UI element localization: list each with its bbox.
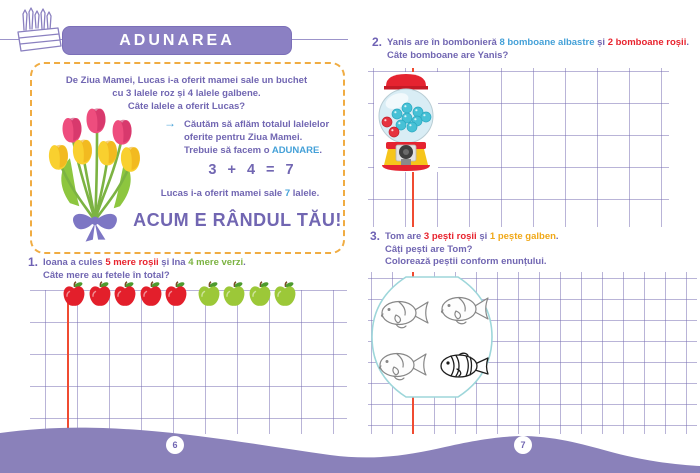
ex3-text-post: . xyxy=(555,231,559,242)
exercise-3 xyxy=(370,228,692,269)
result-post: lalele. xyxy=(290,188,320,199)
explain-line3-pre: Trebuie să facem o xyxy=(184,145,272,156)
ex1-text-post: . xyxy=(243,257,246,268)
blue-candy xyxy=(421,112,431,122)
exercise-2-number: 2. xyxy=(372,34,383,49)
green-apple-icon xyxy=(273,281,297,308)
pink-tulip xyxy=(86,108,105,133)
ex2-text-mid: și xyxy=(594,37,608,48)
ex2-question: Câte bomboane are Yanis? xyxy=(387,49,509,61)
ex1-text-pre: Ioana a cules xyxy=(43,257,106,268)
red-apple-icon xyxy=(62,281,86,308)
ex1-red-apples-text: 5 mere roșii xyxy=(105,257,159,268)
ex3-text-pre: Tom are xyxy=(385,231,424,242)
apples-row xyxy=(62,281,297,308)
green-apple-icon xyxy=(197,281,221,308)
red-apple-icon xyxy=(139,281,163,308)
ex3-red-fish-text: 3 pești roșii xyxy=(423,231,477,242)
blue-candy xyxy=(402,103,412,113)
plus-sign: + xyxy=(227,162,236,178)
result-number: 7 xyxy=(284,188,291,199)
tulip-flowers xyxy=(49,108,140,171)
yellow-tulip xyxy=(98,141,117,166)
explain-line2: oferite pentru Ziua Mamei. xyxy=(184,132,303,143)
keyword-adunare: ADUNARE xyxy=(271,145,320,156)
exercise-1 xyxy=(28,254,340,282)
ribbon-bow xyxy=(73,214,117,242)
equals-sign: = xyxy=(266,162,275,178)
pencil-box-icon xyxy=(10,4,66,56)
ex2-blue-candies-text: 8 bomboane albastre xyxy=(499,37,595,48)
ex1-text-mid: și Ina xyxy=(158,257,189,268)
red-candy xyxy=(382,117,392,127)
yellow-tulip xyxy=(121,147,140,172)
ex1-green-apples-text: 4 mere verzi xyxy=(188,257,244,268)
exercise-1-number: 1. xyxy=(28,254,39,269)
call-to-action: ACUM E RÂNDUL TĂU! xyxy=(133,210,342,230)
ex3-instruction: Colorează peștii conform enunțului. xyxy=(385,256,547,267)
intro-line3: Câte lalele a oferit Lucas? xyxy=(127,101,246,112)
explanation-text xyxy=(166,118,350,157)
red-apple-icon xyxy=(88,281,112,308)
red-apple-icon xyxy=(113,281,137,308)
explain-line1: Căutăm să aflăm totalul lalelelor xyxy=(184,119,330,130)
ex3-yellow-fish-text: 1 pește galben xyxy=(489,231,556,242)
blue-candy xyxy=(392,109,402,119)
footer-wave xyxy=(0,403,700,473)
page-number-badge-left: 6 xyxy=(166,436,184,454)
ex1-question: Câte mere au fetele în total? xyxy=(43,269,170,281)
green-apple-icon xyxy=(248,281,272,308)
intro-box xyxy=(30,62,345,254)
explain-line3-post: . xyxy=(319,145,322,156)
result-pre: Lucas i-a oferit mamei sale xyxy=(160,188,285,199)
intro-line1: De Ziua Mamei, Lucas i-a oferit mamei sale un buchet xyxy=(65,75,308,86)
exercise-3-number: 3. xyxy=(370,228,381,243)
pink-tulip xyxy=(63,118,82,143)
fish-bowl-illustration xyxy=(366,271,498,403)
ex3-text-mid: și xyxy=(476,231,490,242)
pink-tulip xyxy=(113,120,132,145)
equation-addend1: 3 xyxy=(208,162,217,178)
red-candy xyxy=(389,127,399,137)
yellow-tulip xyxy=(49,145,68,170)
ex3-question: Câți pești are Tom? xyxy=(385,243,473,255)
ex2-red-candies-text: 2 bomboane roșii xyxy=(607,37,687,48)
equation-sum: 7 xyxy=(285,162,294,178)
red-apple-icon xyxy=(164,281,188,308)
addition-equation xyxy=(166,162,336,178)
blue-candy xyxy=(407,122,417,132)
page-number-badge-right: 7 xyxy=(514,436,532,454)
exercise-2 xyxy=(372,34,694,62)
page-title: ADUNAREA xyxy=(62,26,292,55)
arrow-icon: → xyxy=(164,116,176,130)
equation-addend2: 4 xyxy=(246,162,256,178)
green-apple-icon xyxy=(222,281,246,308)
ex2-text-pre: Yanis are în bombonieră xyxy=(387,37,500,48)
ex2-text-post: . xyxy=(686,37,689,48)
result-sentence xyxy=(140,188,340,199)
yellow-tulip xyxy=(73,140,92,165)
intro-line2: cu 3 lalele roz și 4 lalele galbene. xyxy=(112,88,261,99)
gumball-machine-illustration xyxy=(374,72,438,172)
